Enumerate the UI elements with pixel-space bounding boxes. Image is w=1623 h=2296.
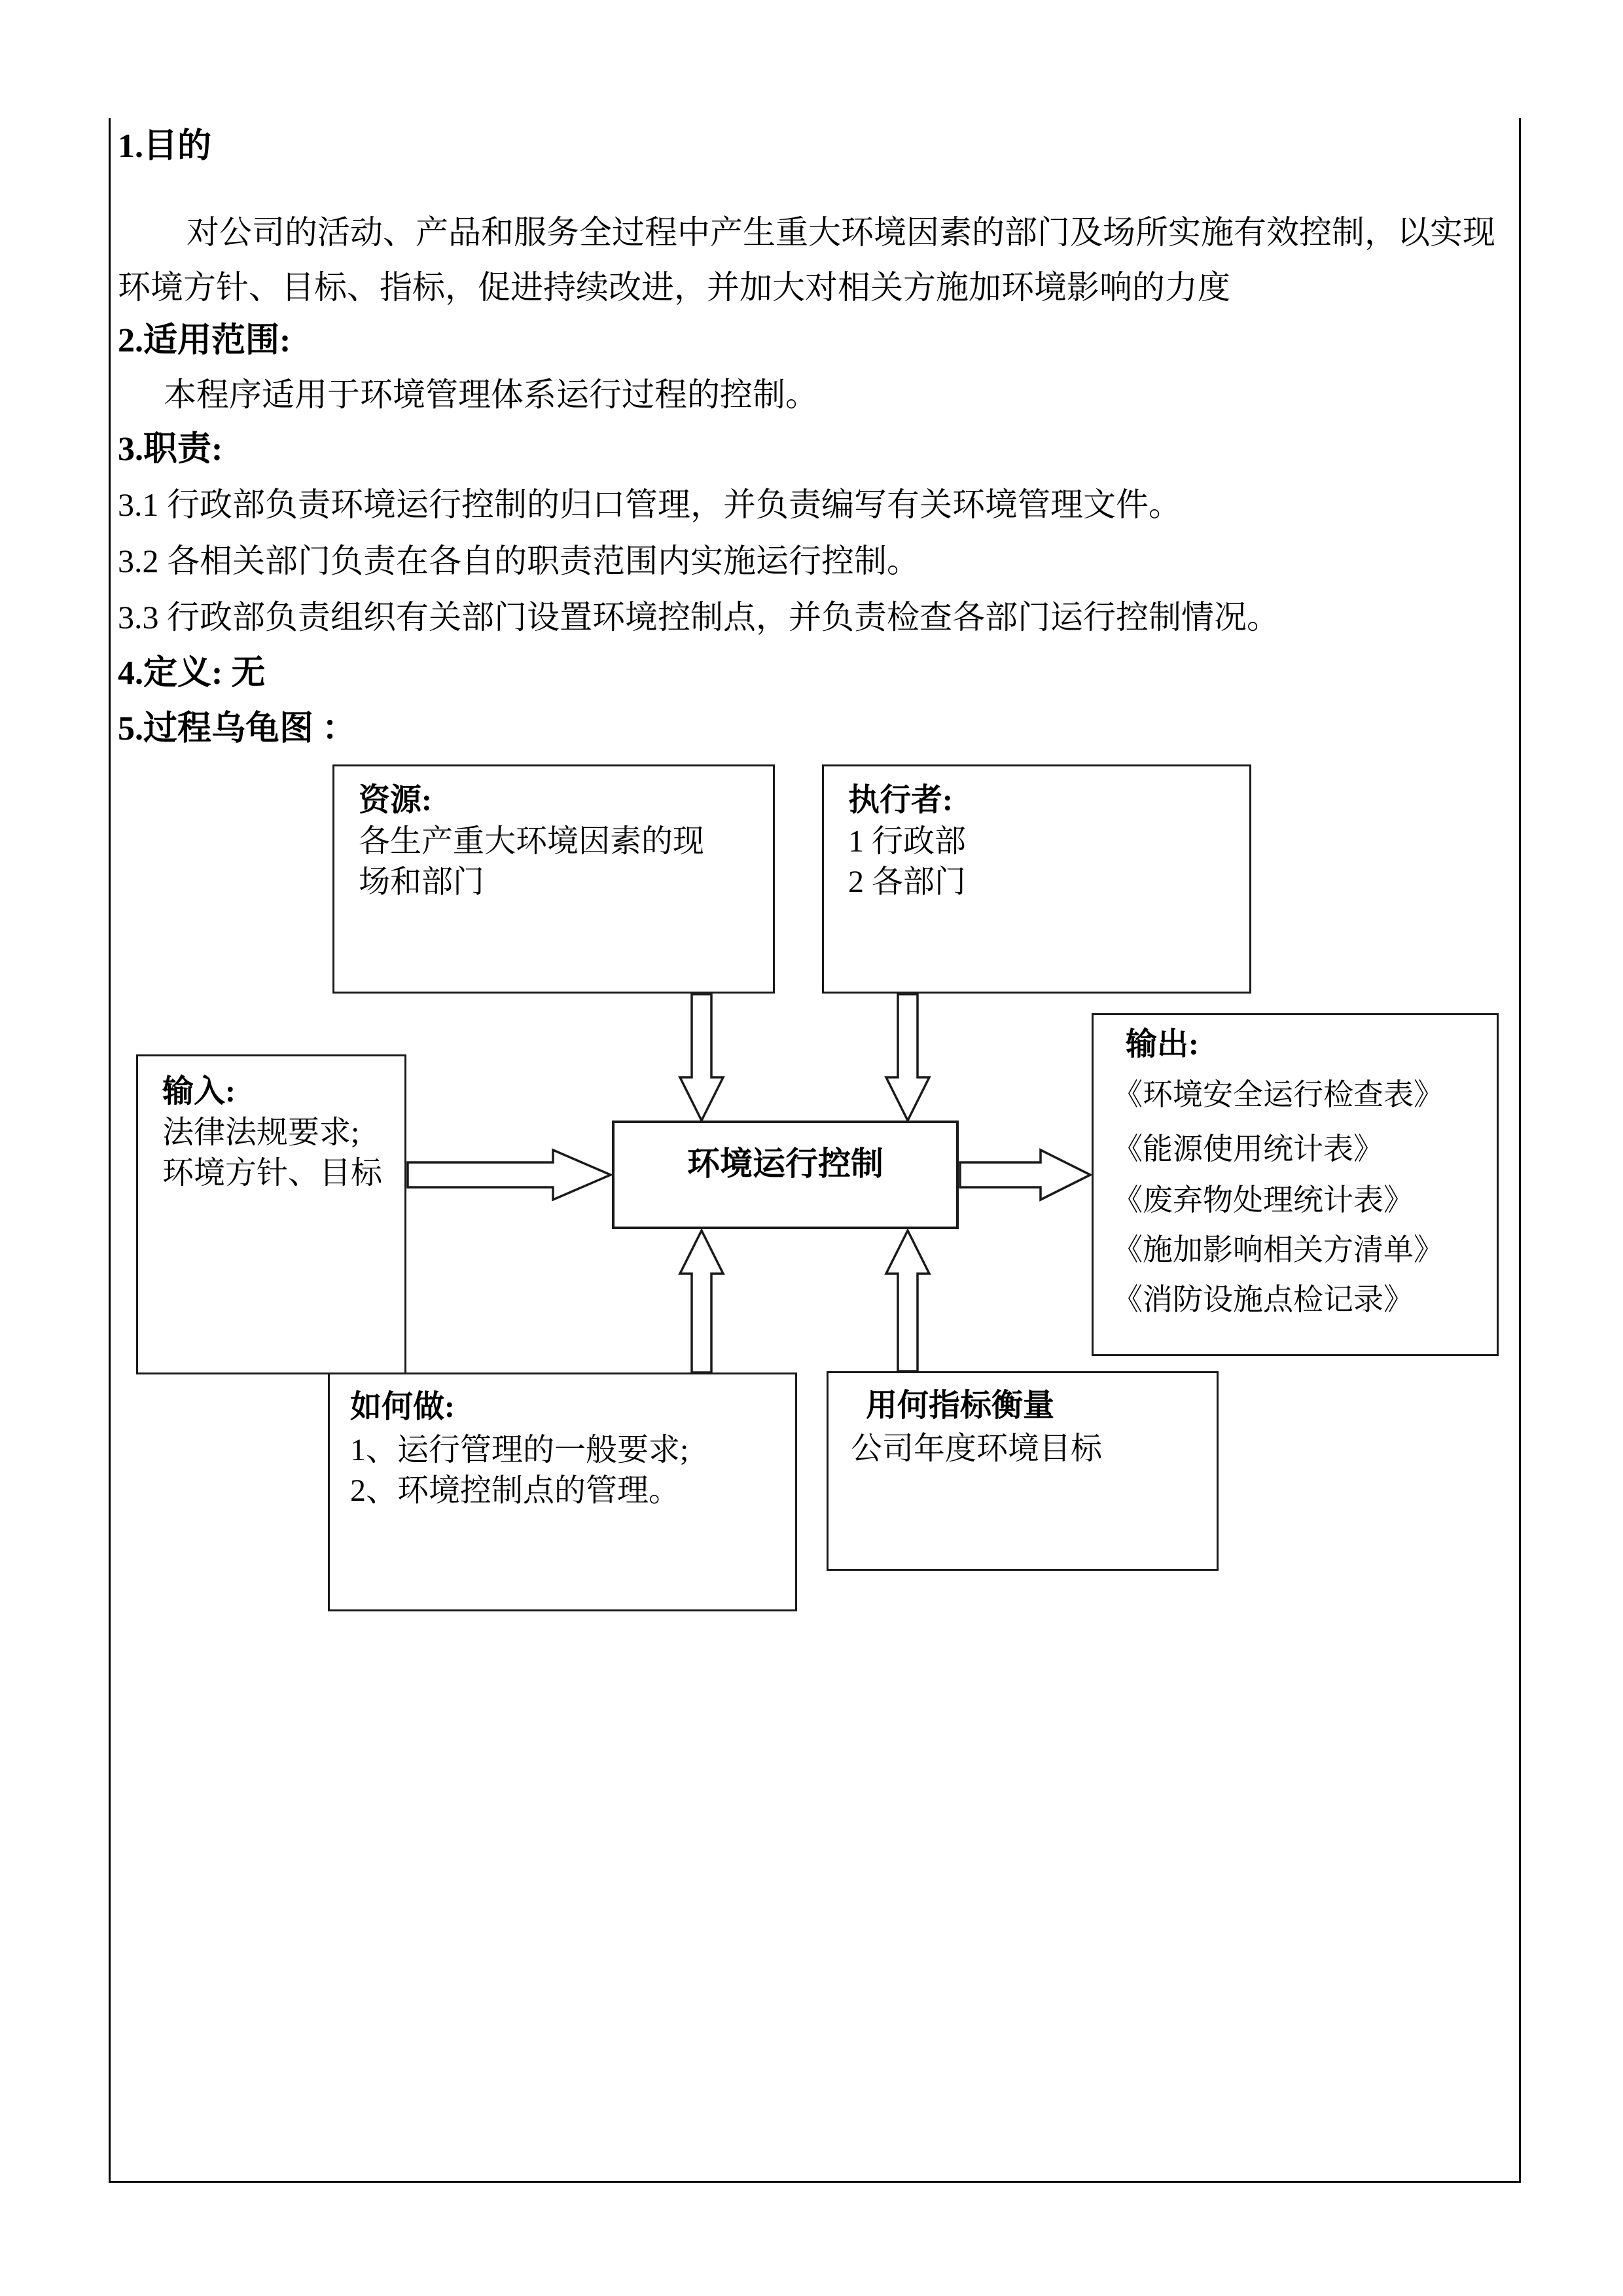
- how-box-title: 如何做:: [350, 1390, 455, 1424]
- output-box-item-1: 《环境安全运行检查表》: [1113, 1078, 1444, 1111]
- section-3-item-3: 3.3 行政部负责组织有关部门设置环境控制点，并负责检查各部门运行控制情况。: [118, 599, 1279, 636]
- resources-box-line-1: 各生产重大环境因素的现: [359, 824, 705, 859]
- section-2-body: 本程序适用于环境管理体系运行过程的控制。: [164, 376, 818, 413]
- section-1-heading: 1.目的: [118, 128, 212, 165]
- executors-box-line-1: 1 行政部: [848, 824, 967, 859]
- output-box-item-2: 《能源使用统计表》: [1113, 1132, 1383, 1166]
- how-box-line-1: 1、运行管理的一般要求;: [350, 1433, 689, 1467]
- executors-box-line-2: 2 各部门: [848, 865, 967, 899]
- measure-box-line-1: 公司年度环境目标: [851, 1431, 1103, 1466]
- section-3-item-1: 3.1 行政部负责环境运行控制的归口管理，并负责编写有关环境管理文件。: [118, 486, 1181, 523]
- output-box-item-3: 《废弃物处理统计表》: [1113, 1183, 1414, 1217]
- measure-box-title: 用何指标衡量: [866, 1388, 1055, 1423]
- output-box-item-5: 《消防设施点检记录》: [1113, 1283, 1414, 1316]
- section-3-heading: 3.职责:: [118, 431, 223, 468]
- resources-box-line-2: 场和部门: [359, 865, 485, 899]
- section-4-heading: 4.定义: 无: [118, 655, 266, 692]
- section-1-paragraph-line-2: 环境方针、目标、指标，促进持续改进，并加大对相关方施加环境影响的力度: [118, 269, 1230, 306]
- how-box-line-2: 2、环境控制点的管理。: [350, 1473, 681, 1508]
- section-3-item-2: 3.2 各相关部门负责在各自的职责范围内实施运行控制。: [118, 543, 919, 579]
- section-2-heading: 2.适用范围:: [118, 322, 291, 359]
- output-box-title: 输出:: [1126, 1027, 1199, 1062]
- section-1-paragraph-line-1: 对公司的活动、产品和服务全过程中产生重大环境因素的部门及场所实施有效控制，以实现: [187, 214, 1495, 251]
- input-box-line-1: 法律法规要求;: [162, 1115, 360, 1150]
- process-box-title: 环境运行控制: [687, 1145, 883, 1182]
- input-box-title: 输入:: [162, 1074, 236, 1109]
- executors-box-title: 执行者:: [848, 783, 953, 817]
- input-box-line-2: 环境方针、目标: [162, 1156, 383, 1191]
- resources-box-title: 资源:: [359, 783, 432, 817]
- output-box-item-4: 《施加影响相关方清单》: [1113, 1233, 1444, 1266]
- section-5-heading: 5.过程乌龟图 ：: [118, 710, 357, 747]
